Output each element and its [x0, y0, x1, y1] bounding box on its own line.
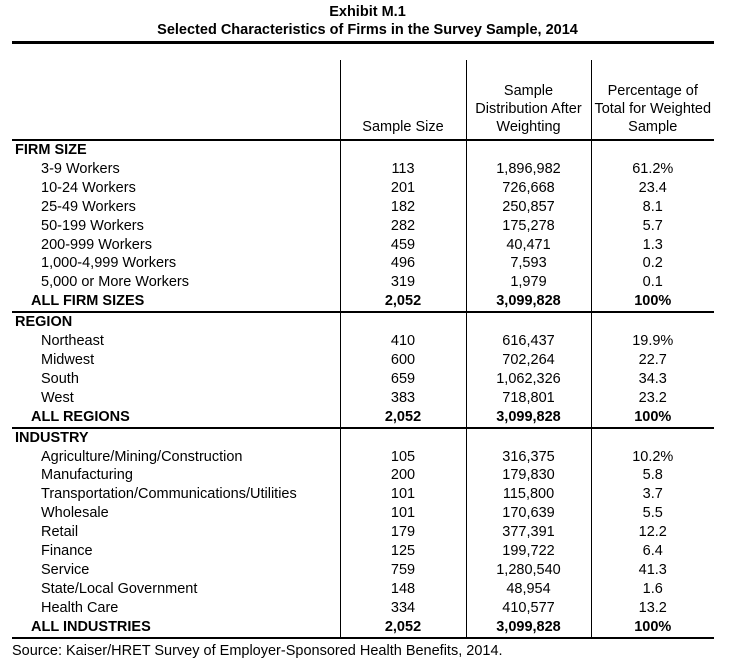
total-distribution: 3,099,828 [466, 408, 591, 428]
distribution-cell: 48,954 [466, 580, 591, 599]
distribution-cell: 377,391 [466, 523, 591, 542]
table-row [12, 448, 714, 467]
section-header-row [12, 140, 714, 160]
column-header-category [12, 60, 340, 140]
distribution-cell: 718,801 [466, 389, 591, 408]
table-row [12, 485, 714, 504]
percentage-cell: 1.6 [591, 580, 714, 599]
sample-size-cell: 201 [340, 179, 466, 198]
total-row [12, 292, 714, 312]
distribution-cell: 1,979 [466, 273, 591, 292]
empty-cell [466, 140, 591, 160]
table-row [12, 198, 714, 217]
total-distribution: 3,099,828 [466, 618, 591, 638]
percentage-cell: 0.1 [591, 273, 714, 292]
sample-size-cell: 105 [340, 448, 466, 467]
empty-cell [591, 428, 714, 448]
distribution-cell: 7,593 [466, 254, 591, 273]
sample-size-cell: 600 [340, 351, 466, 370]
empty-cell [340, 140, 466, 160]
percentage-cell: 5.8 [591, 466, 714, 485]
percentage-cell: 10.2% [591, 448, 714, 467]
percentage-cell: 3.7 [591, 485, 714, 504]
row-label: Wholesale [41, 505, 109, 522]
row-label: Agriculture/Mining/Construction [41, 448, 243, 465]
sample-size-cell: 125 [340, 542, 466, 561]
row-label: Transportation/Communications/Utilities [41, 486, 297, 503]
exhibit-label: Exhibit M.1 [329, 4, 406, 20]
table-row [12, 370, 714, 389]
sample-size-cell: 334 [340, 599, 466, 618]
row-label: Finance [41, 543, 93, 560]
table-row [12, 542, 714, 561]
total-percentage: 100% [591, 292, 714, 312]
row-label: Health Care [41, 599, 119, 616]
distribution-cell: 199,722 [466, 542, 591, 561]
distribution-cell: 170,639 [466, 504, 591, 523]
percentage-cell: 41.3 [591, 561, 714, 580]
percentage-cell: 12.2 [591, 523, 714, 542]
column-header-percentage: Percentage of Total for Weighted Sample [591, 60, 714, 140]
row-label: 10-24 Workers [41, 179, 136, 196]
sample-size-cell: 759 [340, 561, 466, 580]
sample-size-cell: 659 [340, 370, 466, 389]
percentage-cell: 13.2 [591, 599, 714, 618]
distribution-cell: 726,668 [466, 179, 591, 198]
total-label: ALL REGIONS [12, 408, 340, 428]
section-title: FIRM SIZE [15, 142, 87, 158]
total-label: ALL FIRM SIZES [12, 292, 340, 312]
sample-size-cell: 113 [340, 160, 466, 179]
percentage-cell: 34.3 [591, 370, 714, 389]
table-row [12, 160, 714, 179]
header-row [12, 60, 714, 140]
total-sample-size: 2,052 [340, 292, 466, 312]
row-label: State/Local Government [41, 580, 198, 597]
sample-size-cell: 182 [340, 198, 466, 217]
total-distribution: 3,099,828 [466, 292, 591, 312]
percentage-cell: 23.4 [591, 179, 714, 198]
table-row [12, 504, 714, 523]
percentage-cell: 5.7 [591, 217, 714, 236]
sample-size-cell: 319 [340, 273, 466, 292]
distribution-cell: 616,437 [466, 332, 591, 351]
row-label: 5,000 or More Workers [41, 274, 190, 291]
percentage-cell: 0.2 [591, 254, 714, 273]
section-header-row [12, 312, 714, 332]
distribution-cell: 1,896,982 [466, 160, 591, 179]
sample-size-cell: 282 [340, 217, 466, 236]
percentage-cell: 61.2% [591, 160, 714, 179]
row-label: Service [41, 561, 90, 578]
total-row [12, 618, 714, 638]
empty-cell [591, 312, 714, 332]
table-body [12, 140, 714, 638]
distribution-cell: 40,471 [466, 236, 591, 255]
row-label: 200-999 Workers [41, 236, 152, 253]
percentage-cell: 8.1 [591, 198, 714, 217]
section-title: REGION [15, 314, 73, 331]
empty-cell [340, 312, 466, 332]
distribution-cell: 316,375 [466, 448, 591, 467]
empty-cell [466, 428, 591, 448]
empty-cell [591, 140, 714, 160]
row-label: Retail [41, 524, 79, 541]
distribution-cell: 1,062,326 [466, 370, 591, 389]
table-row [12, 179, 714, 198]
row-label: 3-9 Workers [41, 160, 120, 177]
source-note: Source: Kaiser/HRET Survey of Employer-Sponsored Health Benefits, 2014. [12, 643, 503, 659]
total-percentage: 100% [591, 618, 714, 638]
table-row [12, 217, 714, 236]
empty-cell [466, 312, 591, 332]
sample-size-cell: 410 [340, 332, 466, 351]
percentage-cell: 6.4 [591, 542, 714, 561]
distribution-cell: 175,278 [466, 217, 591, 236]
sample-size-cell: 148 [340, 580, 466, 599]
sample-size-cell: 101 [340, 485, 466, 504]
percentage-cell: 19.9% [591, 332, 714, 351]
section-header-row [12, 428, 714, 448]
percentage-cell: 5.5 [591, 504, 714, 523]
total-sample-size: 2,052 [340, 408, 466, 428]
sample-size-cell: 459 [340, 236, 466, 255]
row-label: 1,000-4,999 Workers [41, 255, 177, 272]
table-row [12, 599, 714, 618]
sample-size-cell: 200 [340, 466, 466, 485]
total-row [12, 408, 714, 428]
table-row [12, 561, 714, 580]
sample-size-cell: 101 [340, 504, 466, 523]
row-label: 50-199 Workers [41, 217, 144, 234]
table-row [12, 580, 714, 599]
section-title: INDUSTRY [15, 429, 89, 446]
sample-size-cell: 179 [340, 523, 466, 542]
table-row [12, 254, 714, 273]
percentage-cell: 1.3 [591, 236, 714, 255]
table-row [12, 273, 714, 292]
distribution-cell: 1,280,540 [466, 561, 591, 580]
percentage-cell: 22.7 [591, 351, 714, 370]
sample-size-cell: 496 [340, 254, 466, 273]
distribution-cell: 410,577 [466, 599, 591, 618]
row-label: Northeast [41, 333, 104, 350]
table-row [12, 466, 714, 485]
total-label: ALL INDUSTRIES [12, 618, 340, 638]
distribution-cell: 250,857 [466, 198, 591, 217]
row-label: 25-49 Workers [41, 198, 136, 215]
distribution-cell: 702,264 [466, 351, 591, 370]
row-label: Midwest [41, 351, 95, 368]
total-percentage: 100% [591, 408, 714, 428]
percentage-cell: 23.2 [591, 389, 714, 408]
column-header-sample-size: Sample Size [340, 60, 466, 140]
table-row [12, 389, 714, 408]
sample-size-cell: 383 [340, 389, 466, 408]
empty-cell [340, 428, 466, 448]
exhibit-title: Selected Characteristics of Firms in the Survey Sample, 2014 [157, 22, 578, 38]
row-label: Manufacturing [41, 467, 133, 484]
table-row [12, 236, 714, 255]
distribution-cell: 115,800 [466, 485, 591, 504]
column-header-distribution: Sample Distribution After Weighting [466, 60, 591, 140]
row-label: South [41, 370, 79, 387]
top-rule [12, 41, 714, 44]
table-row [12, 351, 714, 370]
table-row [12, 523, 714, 542]
characteristics-table [12, 60, 714, 639]
distribution-cell: 179,830 [466, 466, 591, 485]
row-label: West [41, 389, 74, 406]
table-row [12, 332, 714, 351]
total-sample-size: 2,052 [340, 618, 466, 638]
